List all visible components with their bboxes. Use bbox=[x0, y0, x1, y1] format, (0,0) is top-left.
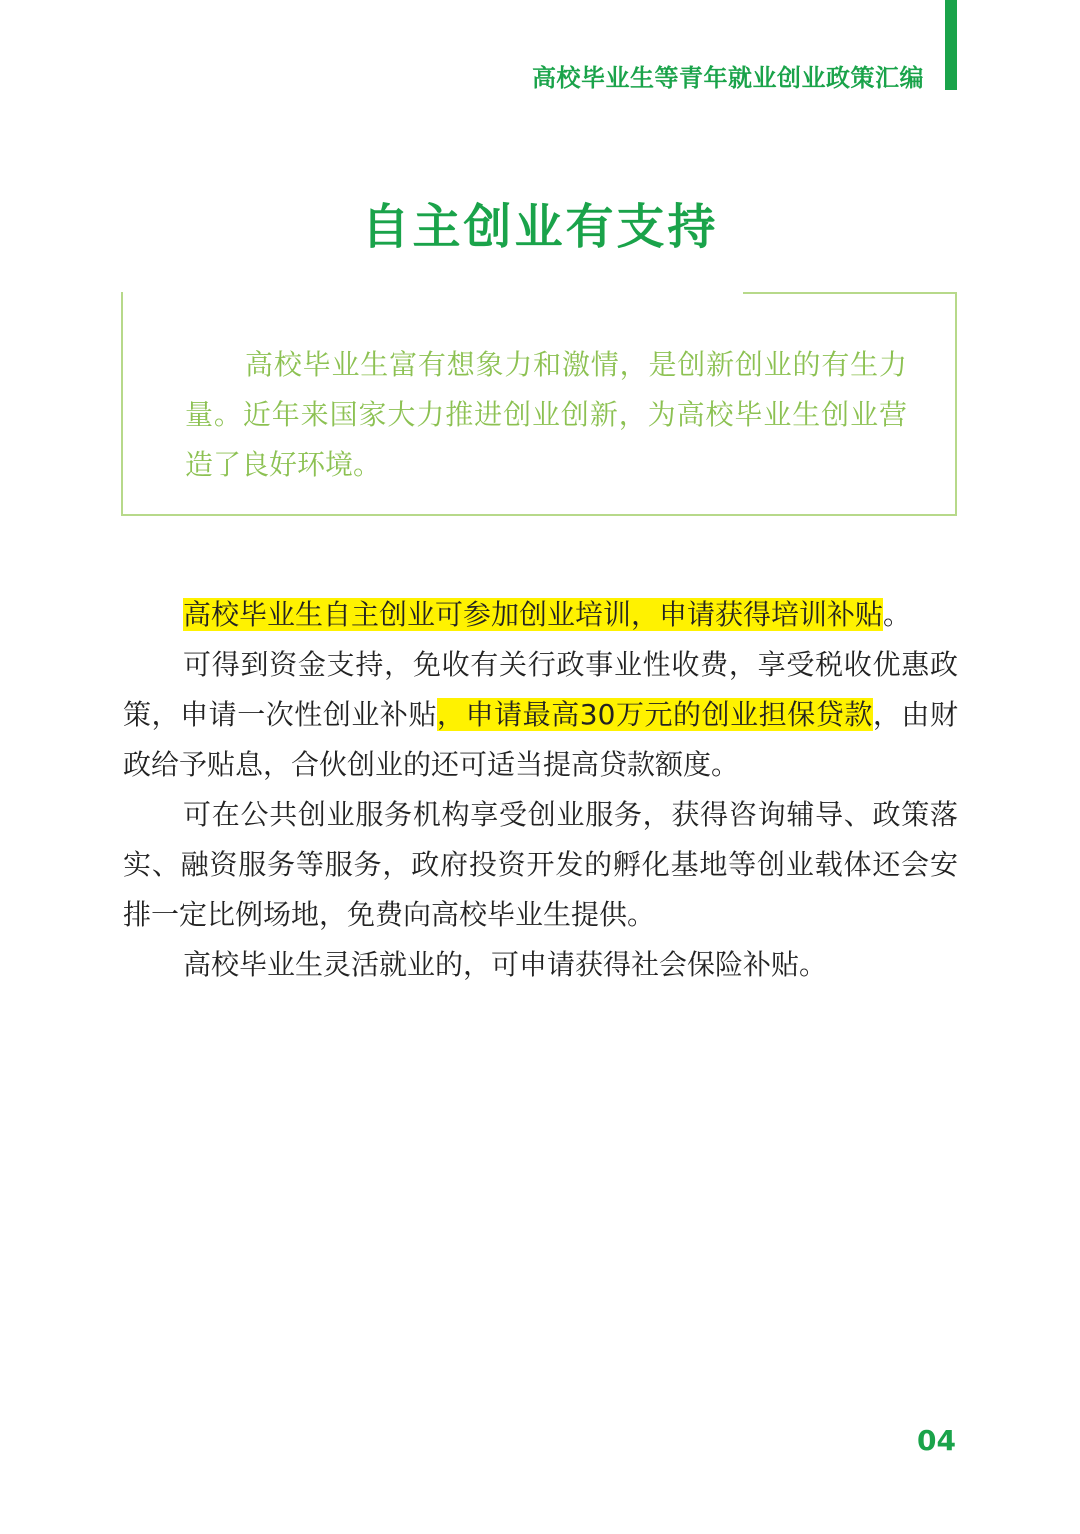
paragraph-text: 可得到资金支持，免收有关行政事业性收费，享受税收优惠政策，申请一次性创业补贴 bbox=[123, 648, 958, 731]
intro-box bbox=[121, 292, 957, 516]
intro-box-border-top bbox=[743, 292, 957, 294]
body-text bbox=[123, 590, 958, 990]
running-header: 高校毕业生等青年就业创业政策汇编 bbox=[532, 64, 924, 92]
header-accent-bar bbox=[945, 0, 957, 90]
paragraph-funding bbox=[123, 640, 958, 790]
intro-box-border-bottom bbox=[121, 514, 957, 516]
page-number: 04 bbox=[917, 1424, 956, 1457]
intro-text: 高校毕业生富有想象力和激情，是创新创业的有生力量。近年来国家大力推进创业创新，为高校毕业生创业营造了良好环境。 bbox=[185, 348, 907, 481]
paragraph-services: 可在公共创业服务机构享受创业服务，获得咨询辅导、政策落实、融资服务等服务，政府投资开发的孵化基地等创业载体还会安排一定比例场地，免费向高校毕业生提供。 bbox=[123, 798, 958, 931]
page-title: 自主创业有支持 bbox=[361, 199, 719, 255]
paragraph-training bbox=[123, 590, 958, 640]
paragraph-text: ，由财政给予贴息，合伙创业的还可适当提高贷款额度。 bbox=[123, 698, 958, 781]
intro-box-border-left bbox=[121, 292, 123, 516]
highlighted-text: 高校毕业生自主创业可参加创业培训，申请获得培训补贴 bbox=[183, 598, 884, 631]
paragraph-flexible-employment: 高校毕业生灵活就业的，可申请获得社会保险补贴。 bbox=[183, 948, 828, 981]
paragraph-text: 。 bbox=[883, 598, 912, 631]
highlighted-text: ，申请最高30万元的创业担保贷款 bbox=[437, 698, 873, 731]
intro-box-border-right bbox=[955, 292, 957, 516]
